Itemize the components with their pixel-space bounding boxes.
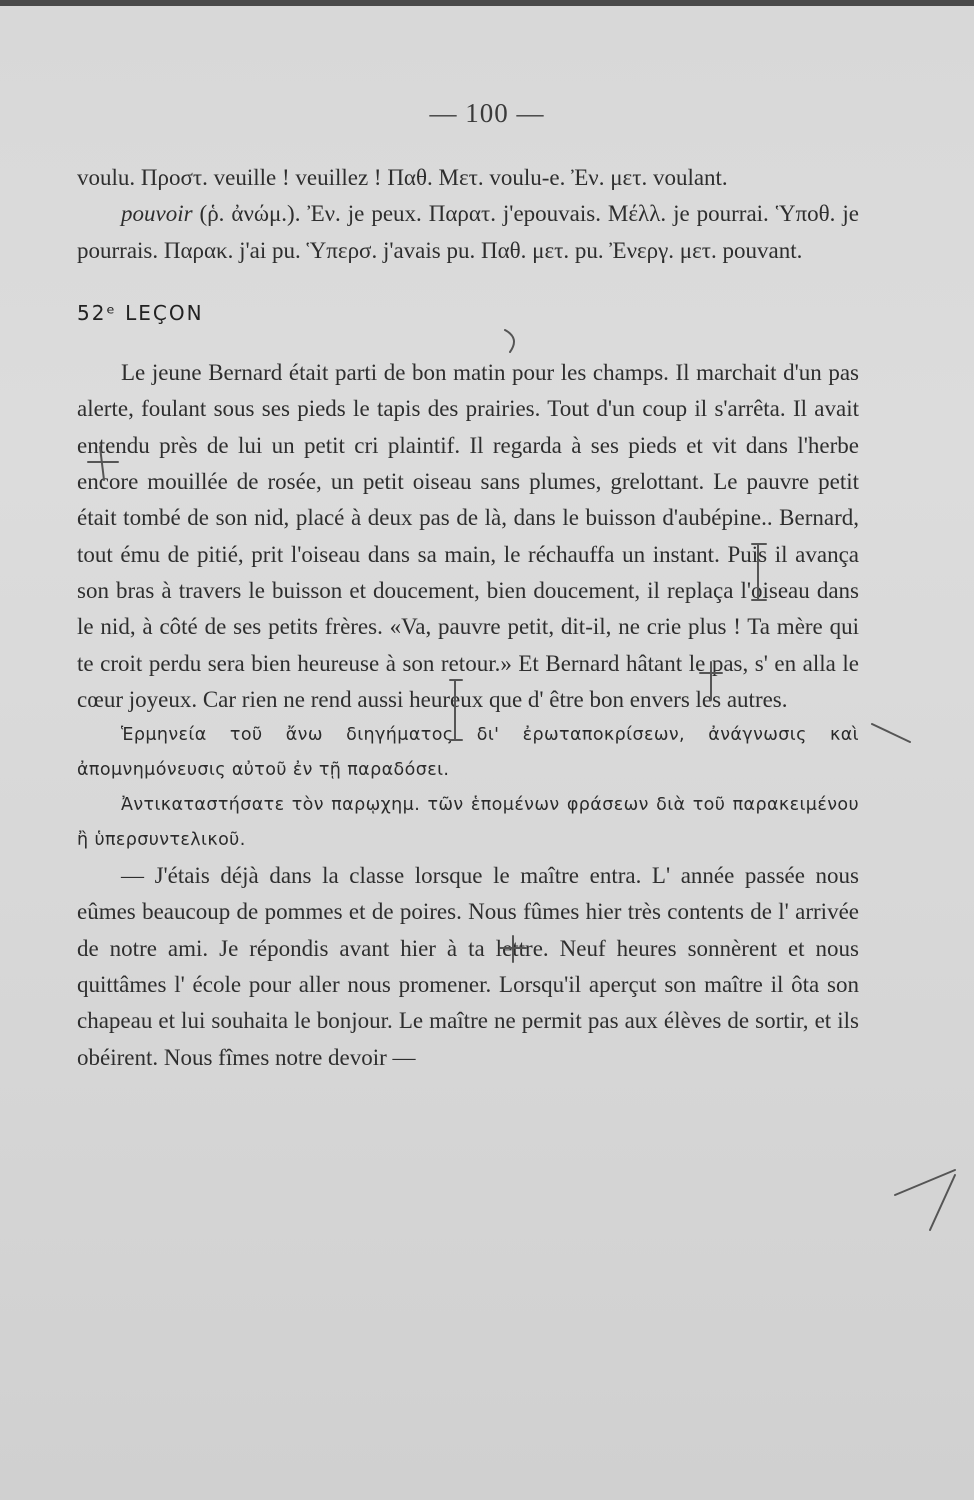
page-top-edge <box>0 0 974 6</box>
page-body <box>77 160 859 1076</box>
pouvoir-conjugation <box>77 196 859 269</box>
vouloir-continuation: voulu. Προστ. veuille ! veuillez ! Παθ. Μετ. voulu-e. Ἐν. μετ. voulant. <box>77 165 728 190</box>
pouvoir-verb: pouvoir <box>121 201 193 227</box>
page-number: — 100 — <box>429 98 545 128</box>
exercise-sentences: — J'étais déjà dans la classe lorsque le maître entra. L' année passée nous eûmes beaucoup de pommes et de poires. Nous fûmes hier très contents de l' arrivée de notre ami. Je répondis avant hier à ta lettre. Neuf heures sonnèrent et nous quittâmes l' école pour aller nous promener. Lorsqu'il aperçut son maître il ôta son chapeau et lui souhaita le bonjour. Le maître ne permit pas aux élèves de sortir, et ils obéirent. Nous fîmes notre devoir — <box>77 863 859 1070</box>
exercise-instruction-2: Ἀντικαταστήσατε τὸν παρῳχημ. τῶν ἑπομένων φράσεων διὰ τοῦ παρακειμένου ἢ ὑπερσυντελικοῦ. <box>77 795 859 851</box>
annotation-dash-right <box>872 724 910 742</box>
lesson-title: 52ᵉ LEÇON <box>77 300 204 325</box>
exercise-instruction-1: Ἑρμηνεία τοῦ ἄνω διηγήματος δι' ἐρωταποκρίσεων, ἀνάγνωσις καὶ ἀπομνημόνευσις αὐτοῦ ἐν τῇ παραδόσει. <box>77 725 859 781</box>
pouvoir-forms: (ῥ. ἀνώμ.). Ἐν. je peux. Παρατ. j'epouvais. Μέλλ. je pourrai. Ὑποθ. je pourrais. Παρακ. j'ai pu. Ὑπερσ. j'avais pu. Παθ. μετ. pu. Ἐνεργ. μετ. pouvant. <box>77 201 859 263</box>
annotation-slash-right <box>895 1170 955 1230</box>
story-paragraph: Le jeune Bernard était parti de bon matin pour les champs. Il marchait d'un pas alerte, foulant sous ses pieds le tapis des prairies. Tout d'un coup il s'arrêta. Il avait entendu près de lui un petit cri plaintif. Il regarda à ses pieds et vit dans l'herbe encore mouillée de rosée, un petit oiseau sans plumes, grelottant. Le pauvre petit était tombé de son nid, placé à deux pas de là, dans le buisson d'aubépine.. Bernard, tout ému de pitié, prit l'oiseau dans sa main, le réchauffa un instant. Puis il avança son bras à travers le buisson et doucement, bien doucement, il replaça l'oiseau dans le nid, à côté de ses petits frères. «Va, pauvre petit, dit-il, ne crie plus ! Ta mère qui te croit perdu sera bien heureuse à son retour.» Et Bernard hâtant le pas, s' en alla le cœur joyeux. Car rien ne rend aussi heureux que d' être bon envers les autres. <box>77 360 859 712</box>
